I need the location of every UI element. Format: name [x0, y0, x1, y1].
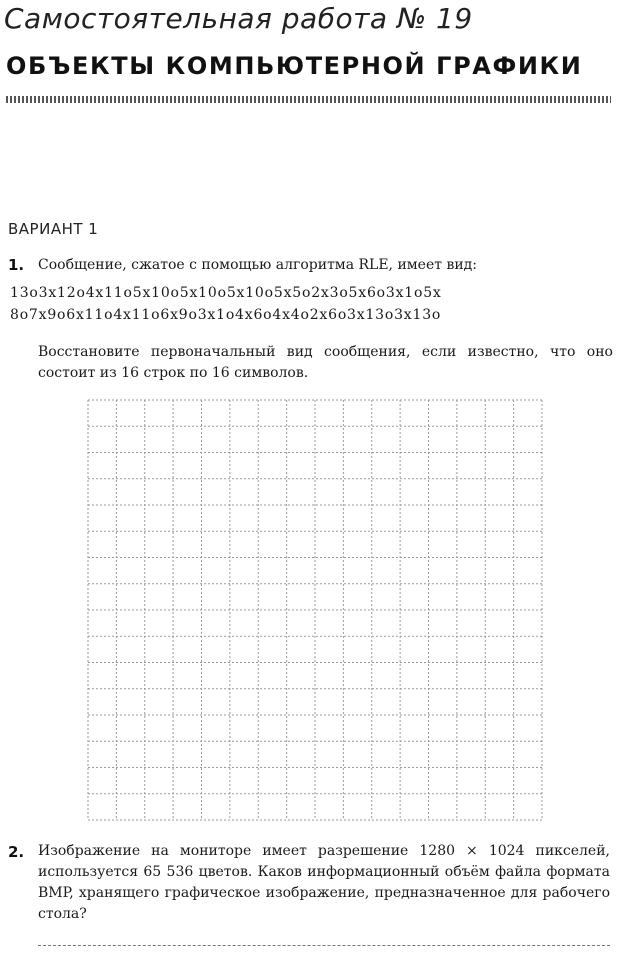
variant-label: ВАРИАНТ 1: [8, 220, 99, 238]
task-1-number: 1.: [8, 256, 25, 274]
rle-code-line-2: 8о7х9о6х11о4х11о6х9о3х1о4х6о4х4о2х6о3х13о3х13о: [10, 307, 442, 323]
rle-code-line-1: 13о3х12о4х11о5х10о5х10о5х10о5х5о2х3о5х6о3х1о5х: [10, 285, 442, 301]
task-1-hint: Восстановите первоначальный вид сообщения, если известно, что оно состоит из 16 строк по 16 символов.: [38, 344, 613, 381]
page-title: ОБЪЕКТЫ КОМПЬЮТЕРНОЙ ГРАФИКИ: [6, 52, 583, 80]
worksheet-kicker: Самостоятельная работа № 19: [4, 2, 473, 35]
task-2-number: 2.: [8, 843, 25, 861]
answer-grid-svg[interactable]: [86, 398, 544, 822]
answer-grid[interactable]: [86, 398, 544, 822]
answer-line[interactable]: [38, 945, 610, 946]
task-1-prompt: Сообщение, сжатое с помощью алгоритма RLE, имеет вид:: [38, 257, 477, 273]
task-2-text: Изображение на мониторе имеет разрешение 1280 × 1024 пикселей, используется 65 536 цветов. Каков информационный объём файла формата BMP, хранящего графическое изображение, предназначенное для рабочего стола?: [38, 843, 610, 922]
title-divider: [6, 96, 611, 103]
